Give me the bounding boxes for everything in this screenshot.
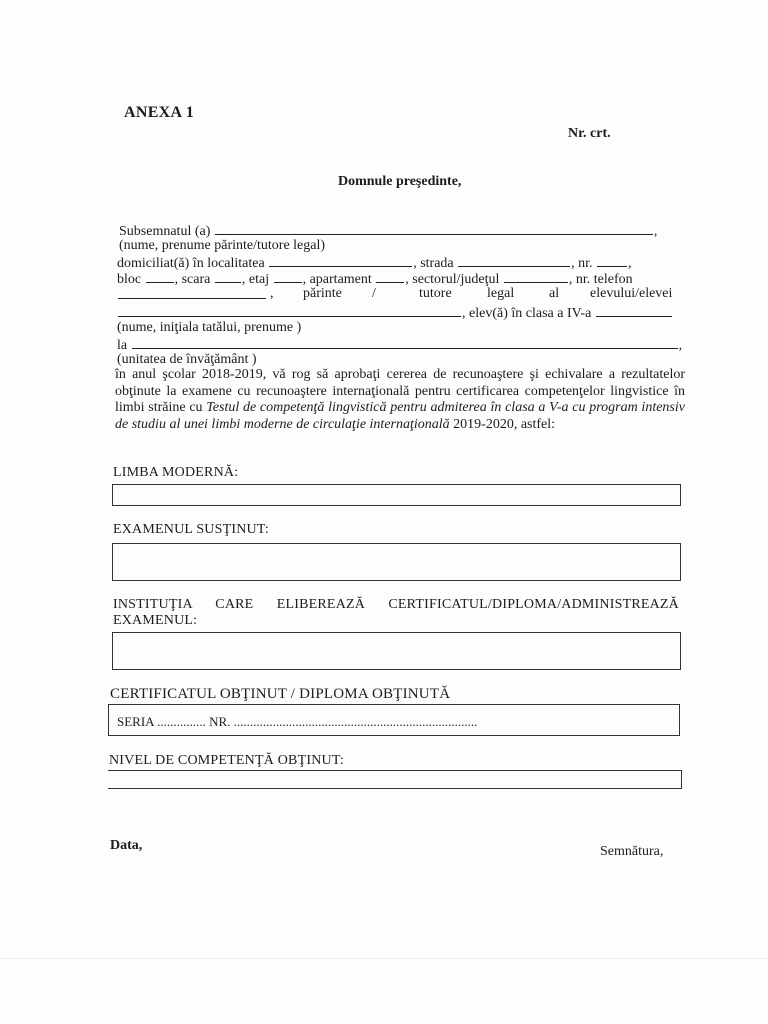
domiciliat-label: domiciliat(ă) în localitatea: [117, 256, 265, 271]
unitate-blank[interactable]: [132, 336, 678, 349]
limba-moderna-label: LIMBA MODERNĂ:: [113, 465, 239, 480]
telefon-label: , nr. telefon: [568, 272, 633, 287]
legal-word: legal: [487, 286, 515, 301]
test-title: Testul de competenţă lingvistică pentru admiterea în clasa a V-a cu program intensiv de studiu al unei limbi moderne de circulaţie internaţională: [115, 400, 685, 432]
elev-name-blank[interactable]: [118, 304, 461, 317]
tutore-word: tutore: [419, 286, 452, 301]
bloc-blank[interactable]: [146, 270, 174, 283]
nr-blank[interactable]: [597, 254, 627, 267]
parinte-word: părinte: [303, 286, 342, 301]
scara-blank[interactable]: [215, 270, 241, 283]
parent-name-blank[interactable]: [215, 222, 653, 235]
seria-nr-text: SERIA ............... NR. ...........................................................................: [117, 714, 478, 729]
scara-label: , scara: [174, 272, 211, 287]
apartament-blank[interactable]: [376, 270, 404, 283]
subsemnatul-label: Subsemnatul (a): [119, 224, 211, 239]
telefon-blank[interactable]: [118, 286, 266, 299]
examen-box[interactable]: [112, 543, 681, 581]
la-label: la: [117, 338, 128, 353]
limba-moderna-box[interactable]: [112, 484, 681, 506]
sector-blank[interactable]: [504, 270, 568, 283]
localitate-blank[interactable]: [269, 254, 412, 267]
elev-clasa-label: , elev(ă) în clasa a IV-a: [462, 306, 592, 321]
examen-input[interactable]: [113, 544, 680, 580]
la-row: la ,: [117, 338, 683, 353]
limba-moderna-input[interactable]: [113, 485, 680, 505]
elevului-word: elevului/elevei: [590, 286, 673, 301]
strada-blank[interactable]: [458, 254, 570, 267]
strada-label: , strada: [413, 256, 454, 271]
semnatura-label: Semnătura,: [600, 844, 664, 859]
nr-label: , nr.: [571, 256, 593, 271]
data-label: Data,: [110, 838, 143, 853]
examen-label: EXAMENUL SUSŢINUT:: [113, 522, 269, 537]
institutia-input[interactable]: [113, 633, 680, 669]
certificat-label: CERTIFICATUL OBŢINUT / DIPLOMA OBŢINUTĂ: [110, 686, 451, 702]
annex-title: ANEXA 1: [124, 104, 195, 121]
scan-edge-line: [0, 958, 768, 959]
certificat-box[interactable]: [108, 704, 680, 736]
etaj-blank[interactable]: [274, 270, 302, 283]
apartament-label: , apartament: [302, 272, 372, 287]
slash-word: /: [372, 286, 376, 301]
nivel-label: NIVEL DE COMPETENŢĂ OBŢINUT:: [109, 753, 344, 768]
request-paragraph: în anul şcolar 2018-2019, vă rog să aprobaţi cererea de recunoaştere şi echivalare a rezultatelor obţinute la examene cu recunoaştere internaţională pentru certificarea competenţelor lingvistice în limbi străine cu Testul de competenţă lingvistică pentru admiterea în clasa a V-a cu program intensiv de studiu al unei limbi moderne de circulaţie internaţională 2019-2020, astfel:: [115, 367, 685, 432]
al-word: al: [549, 286, 560, 301]
nivel-box[interactable]: [108, 770, 682, 789]
unitate-hint: (unitatea de învăţământ ): [117, 352, 257, 367]
institutia-box[interactable]: [112, 632, 681, 670]
domiciliat-row: domiciliat(ă) în localitatea , strada , nr. ,: [117, 256, 632, 271]
comma: ,: [270, 286, 274, 301]
elev-hint: (nume, iniţiala tatălui, prenume ): [117, 320, 302, 335]
nr-crt-label: Nr. crt.: [568, 126, 611, 141]
institutia-label: INSTITUŢIA CARE ELIBEREAZĂ CERTIFICATUL/DIPLOMA/ADMINISTREAZĂ EXAMENUL:: [113, 597, 679, 628]
clasa-blank[interactable]: [596, 304, 672, 317]
bloc-label: bloc: [117, 272, 142, 287]
sector-label: , sectorul/judeţul: [405, 272, 500, 287]
parinte-row: [117, 286, 685, 304]
subsemnatul-hint: (nume, prenume părinte/tutore legal): [119, 238, 326, 253]
etaj-label: , etaj: [241, 272, 270, 287]
subsemnatul-row: Subsemnatul (a) ,: [119, 224, 658, 239]
greeting: Domnule preşedinte,: [338, 174, 462, 189]
